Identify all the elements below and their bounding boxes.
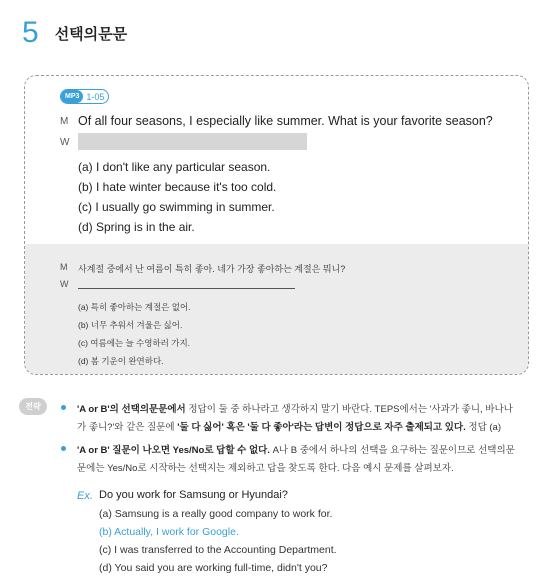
translation-speaker-w: W [60,279,69,289]
section-title: 선택의문문 [54,26,128,43]
tip-1-text-3: 정답 (a) [465,422,501,433]
tip-1-line-1 [77,401,513,415]
translation-option-d: (d) 봄 기운이 완연하다. [78,356,164,366]
example-option-c: (c) I was transferred to the Accounting Department. [99,544,337,556]
speaker-m-label: M [60,116,69,127]
tip-2-line-1 [77,442,515,456]
strategy-icon: 전략 [19,398,47,415]
option-c: (c) I usually go swimming in summer. [78,200,275,214]
translation-option-c: (c) 여름에는 늘 수영하러 가지. [78,338,191,348]
tip-1-bold-1: 'A or B'의 선택의문문에서 [77,404,186,415]
mp3-track-number: 1-05 [86,91,105,102]
translation-question: 사계절 중에서 난 여름이 특히 좋아. 네가 가장 좋아하는 계절은 뭐니? [78,264,346,274]
tip-1-line-2 [77,419,501,433]
tip-1-text-1: 정답이 둘 중 하나라고 생각하지 말기 바란다. TEPS에서는 '사과가 좋니, 바나나 [185,404,513,415]
mp3-audio-badge[interactable] [60,89,109,104]
example-option-a: (a) Samsung is a really good company to work for. [99,508,333,520]
option-d: (d) Spring is in the air. [78,220,195,234]
example-option-b-correct: (b) Actually, I work for Google. [99,526,239,538]
translation-option-b: (b) 너무 추워서 겨울은 싫어. [78,320,183,330]
bullet-icon [61,446,66,451]
option-a: (a) I don't like any particular season. [78,160,271,174]
tip-2-bold-1: 'A or B' 질문이 나오면 Yes/No로 답할 수 없다. [77,445,270,456]
tip-2-line-2 [77,460,454,474]
option-b: (b) I hate winter because it's too cold. [78,180,277,194]
answer-blank [78,133,307,150]
section-header [22,12,127,48]
speaker-w-label: W [60,137,70,148]
tip-1-bold-2: '둘 다 싫어' 혹은 '둘 다 좋아'라는 답변이 정답으로 자주 출제되고 있다. [177,422,466,433]
example-label: Ex. [77,490,93,502]
bullet-icon [61,405,66,410]
tip-2-text-1: A나 B 중에서 하나의 선택을 요구하는 질문이므로 선택의문 [269,445,515,456]
example-question: Do you work for Samsung or Hyundai? [99,489,288,501]
question-box [24,75,529,375]
translation-option-a: (a) 특히 좋아하는 계절은 없어. [78,302,191,312]
translation-answer-line [78,288,295,289]
example-option-d: (d) You said you are working full-time, didn't you? [99,562,328,574]
section-number: 5 [22,16,39,49]
listening-question: Of all four seasons, I especially like summer. What is your favorite season? [78,114,493,128]
mp3-tag: MP3 [61,90,83,103]
tip-2-text-2: 문에는 Yes/No로 시작하는 선택지는 제외하고 답을 찾도록 한다. 다음 예시 문제를 살펴보자. [77,463,454,474]
tip-1-text-2: 가 좋니?'와 같은 질문에 [77,422,178,433]
translation-speaker-m: M [60,262,68,272]
listening-panel [25,76,528,244]
